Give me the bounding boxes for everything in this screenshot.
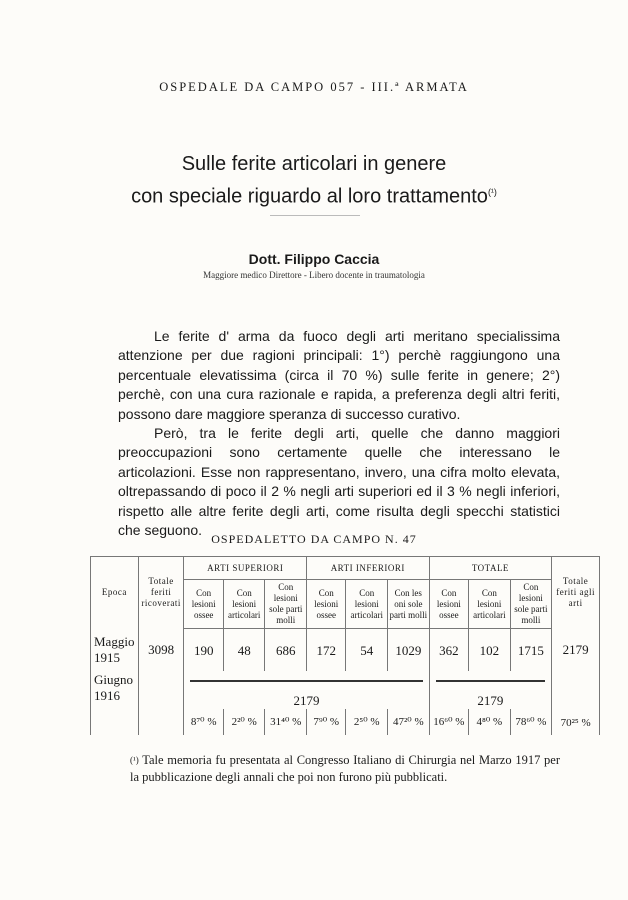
author-name: Dott. Filippo Caccia bbox=[248, 251, 380, 267]
sum-left: 2179 bbox=[184, 691, 429, 709]
header-sup-ossee: Con lesioni ossee bbox=[184, 580, 223, 629]
brace-right bbox=[429, 671, 552, 691]
title-divider bbox=[270, 215, 360, 216]
header-sup-molli: Con lesioni sole parti molli bbox=[265, 580, 307, 629]
footnote-mark: (¹) bbox=[130, 755, 139, 765]
cell-inf-molli: 1029 bbox=[388, 629, 430, 672]
header-inf-articolari: Con lesioni articolari bbox=[346, 580, 388, 629]
brace-left bbox=[184, 671, 429, 691]
header-arti-superiori: ARTI SUPERIORI bbox=[184, 557, 307, 580]
pct-sup-ossee: 8⁷⁰ % bbox=[184, 709, 223, 735]
cell-epoch-giugno: Giugno 1916 bbox=[91, 671, 139, 735]
header-totale: TOTALE bbox=[429, 557, 552, 580]
title-note-mark: (¹) bbox=[487, 187, 497, 197]
brace-right-line bbox=[436, 680, 546, 682]
cell-totale: 3098 bbox=[138, 629, 184, 672]
pct-tot-arti: 70²⁵ % bbox=[560, 717, 591, 729]
footnote-text: Tale memoria fu presentata al Congresso Italiano di Chirurgia nel Marzo 1917 per la pubblicazione degli annali che poi non furono più pubblicati. bbox=[130, 753, 561, 784]
pct-tot-ossee: 16⁶⁰ % bbox=[429, 709, 468, 735]
header-sup-articolari: Con lesioni articolari bbox=[223, 580, 265, 629]
pct-inf-molli: 47²⁰ % bbox=[388, 709, 430, 735]
cell-inf-ossee: 172 bbox=[307, 629, 346, 672]
table-row bbox=[91, 671, 600, 691]
header-epoca: Epoca bbox=[91, 557, 139, 629]
paragraph-1: Le ferite d' arma da fuoco degli arti meritano specialissima attenzione per due ragioni principali: 1°) perchè raggiungono una percentuale elevatissima (circa il 70 %) sulle ferite in genere; 2°) perchè, con una cura razionale e rapida, a preferenza degli altri feriti, possono dare maggiore speranza di successo curativo. bbox=[118, 328, 560, 422]
sum-right: 2179 bbox=[429, 691, 552, 709]
body-text bbox=[118, 327, 560, 540]
page-header: OSPEDALE DA CAMPO 057 - III.ª ARMATA bbox=[159, 80, 469, 94]
table-title: OSPEDALETTO DA CAMPO N. 47 bbox=[211, 532, 417, 546]
pct-tot-articolari: 4⁸⁰ % bbox=[469, 709, 511, 735]
table-row bbox=[91, 629, 600, 672]
header-tot-molli: Con lesioni sole parti molli bbox=[510, 580, 552, 629]
cell-empty bbox=[138, 671, 184, 735]
header-arti-inferiori: ARTI INFERIORI bbox=[307, 557, 430, 580]
pct-sup-molli: 31⁴⁰ % bbox=[265, 709, 307, 735]
paragraph-2: Però, tra le ferite degli arti, quelle che danno maggiori preoccupazioni sono certamente quelle che interessano le articolazioni. Esse non rappresentano, invero, una cifra molto elevata, oltrepassando di poco il 2 % negli arti superiori ed il 3 % negli inferiori, rispetto alle altre ferite degli arti, come risulta degli specchi statistici che seguono. bbox=[118, 425, 560, 539]
statistics-table bbox=[90, 556, 600, 735]
footnote bbox=[130, 752, 560, 786]
cell-empty-right bbox=[552, 671, 600, 735]
header-totale-ricoverati: Totale feriti ricoverati bbox=[138, 557, 184, 629]
cell-inf-articolari: 54 bbox=[346, 629, 388, 672]
pct-tot-molli: 78⁶⁰ % bbox=[510, 709, 552, 735]
pct-inf-ossee: 7⁹⁰ % bbox=[307, 709, 346, 735]
header-totale-arti: Totale feriti agli arti bbox=[552, 557, 600, 629]
cell-tot-molli: 1715 bbox=[510, 629, 552, 672]
cell-tot-arti: 2179 bbox=[552, 629, 600, 672]
pct-inf-articolari: 2⁵⁰ % bbox=[346, 709, 388, 735]
brace-left-line bbox=[190, 680, 422, 682]
header-inf-molli: Con les oni sole parti molli bbox=[388, 580, 430, 629]
cell-sup-molli: 686 bbox=[265, 629, 307, 672]
cell-sup-ossee: 190 bbox=[184, 629, 223, 672]
header-inf-ossee: Con lesioni ossee bbox=[307, 580, 346, 629]
title-line-2-text: con speciale riguardo al loro trattamento bbox=[131, 185, 488, 208]
cell-epoch-maggio: Maggio 1915 bbox=[91, 629, 139, 672]
title-line-1: Sulle ferite articolari in genere bbox=[181, 153, 447, 175]
author-role: Maggiore medico Direttore - Libero docente in traumatologia bbox=[203, 270, 425, 280]
header-tot-ossee: Con lesioni ossee bbox=[429, 580, 468, 629]
article-title bbox=[0, 150, 628, 211]
pct-sup-articolari: 2²⁰ % bbox=[223, 709, 265, 735]
cell-tot-ossee: 362 bbox=[429, 629, 468, 672]
title-line-2 bbox=[0, 178, 628, 211]
cell-tot-articolari: 102 bbox=[469, 629, 511, 672]
header-tot-articolari: Con lesioni articolari bbox=[469, 580, 511, 629]
cell-sup-articolari: 48 bbox=[223, 629, 265, 672]
